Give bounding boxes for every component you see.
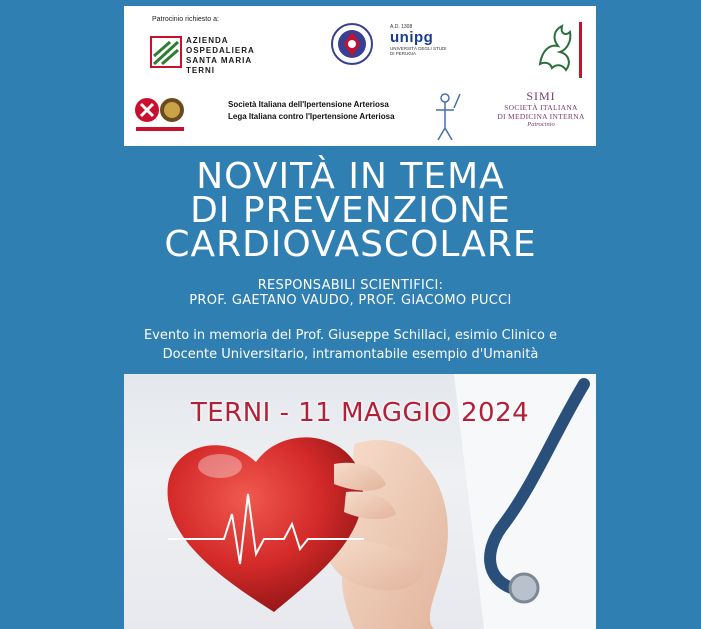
heart-icon (168, 437, 363, 612)
patronage-banner (124, 6, 596, 146)
societa-ipertensione-text (228, 99, 395, 123)
comune-di-terni-dragon-icon (532, 20, 588, 80)
ordine-medici-statue-icon (420, 90, 470, 144)
scientific-managers-names: PROF. GAETANO VAUDO, PROF. GIACOMO PUCCI (189, 293, 512, 308)
simi-line-2: SOCIETÀ ITALIANA (504, 103, 578, 112)
event-title-line-3: CARDIOVASCOLARE (164, 224, 537, 265)
simi-line-3: DI MEDICINA INTERNA (497, 112, 585, 121)
unipg-founding: A.D. 1308 (390, 24, 413, 30)
event-title (0, 156, 701, 265)
azienda-ospedaliera-logo (150, 34, 260, 74)
unipg-sub-1: UNIVERSITÀ DEGLI STUDI (390, 46, 447, 51)
societa-line-2: Lega Italiana contro l'Ipertensione Arteriosa (228, 112, 395, 121)
simi-patrocinio: Patrocinio (527, 121, 555, 128)
azienda-line-4: TERNI (186, 66, 215, 75)
stethoscope-chest-piece (510, 574, 538, 602)
lega-ipertensione-logo-icon (134, 94, 186, 134)
scientific-managers (0, 278, 701, 308)
event-title-line-2: DI PREVENZIONE (190, 190, 511, 231)
azienda-line-3: SANTA MARIA (186, 56, 253, 65)
event-title-line-1: NOVITÀ IN TEMA (196, 156, 505, 197)
scientific-managers-label: RESPONSABILI SCIENTIFICI: (257, 278, 444, 293)
memorial-dedication (0, 326, 701, 364)
azienda-mark-icon (150, 36, 182, 68)
simi-logo (492, 90, 590, 129)
heart-hand-photo (124, 374, 596, 629)
unipg-name: unipg (390, 29, 434, 46)
societa-line-1: Società Italiana dell'Ipertensione Arteriosa (228, 100, 389, 109)
event-date: TERNI - 11 MAGGIO 2024 (190, 398, 530, 428)
unipg-logo (390, 24, 450, 64)
memorial-line-1: Evento in memoria del Prof. Giuseppe Schillaci, esimio Clinico e (143, 328, 558, 343)
azienda-line-2: OSPEDALIERA (186, 46, 255, 55)
simi-acronym: SIMI (526, 89, 556, 103)
azienda-line-1: AZIENDA (186, 36, 229, 45)
memorial-line-2: Docente Universitario, intramontabile esempio d'Umanità (162, 347, 539, 362)
unipg-sub-2: DI PERUGIA (390, 51, 417, 56)
patronage-label: Patrocinio richiesto a: (152, 16, 219, 23)
university-seal-icon (330, 22, 374, 66)
